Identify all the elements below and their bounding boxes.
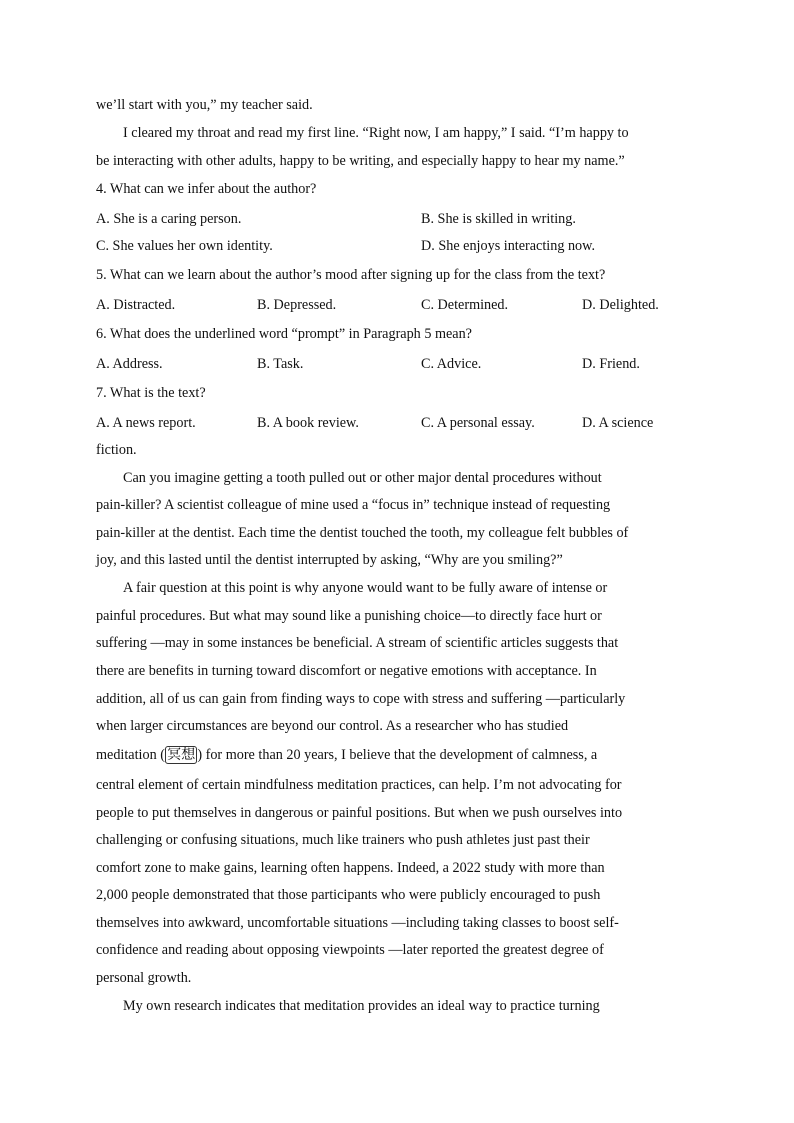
- passage-line: 2,000 people demonstrated that those participants who were publicly encouraged to push: [96, 887, 601, 903]
- passage-line: themselves into awkward, uncomfortable situations —including taking classes to boost self-: [96, 915, 619, 931]
- passage-line: there are benefits in turning toward discomfort or negative emotions with acceptance. In: [96, 663, 597, 679]
- meditation-before: meditation (: [96, 747, 165, 763]
- passage-line: addition, all of us can gain from finding ways to cope with stress and suffering —particularly: [96, 691, 626, 707]
- chinese-gloss: 冥想: [166, 747, 196, 763]
- question-7-option-d-wrap: fiction.: [96, 442, 137, 458]
- question-5-stem: 5. What can we learn about the author’s mood after signing up for the class from the text?: [96, 267, 606, 283]
- question-7-option-d: D. A science: [582, 415, 654, 431]
- question-4-option-c: C. She values her own identity.: [96, 238, 273, 254]
- passage-line: pain-killer? A scientist colleague of mine used a “focus in” technique instead of requesting: [96, 497, 611, 513]
- question-4-option-a: A. She is a caring person.: [96, 211, 242, 227]
- passage-line: people to put themselves in dangerous or painful positions. But when we push ourselves into: [96, 805, 623, 821]
- question-7-stem: 7. What is the text?: [96, 385, 206, 401]
- passage-line: challenging or confusing situations, much like trainers who push athletes just past their: [96, 832, 590, 848]
- passage-line: central element of certain mindfulness meditation practices, can help. I’m not advocating for: [96, 777, 622, 793]
- question-6-stem: 6. What does the underlined word “prompt” in Paragraph 5 mean?: [96, 326, 472, 342]
- question-7-option-b: B. A book review.: [257, 415, 359, 431]
- passage-line: be interacting with other adults, happy to be writing, and especially happy to hear my name.”: [96, 153, 625, 169]
- question-4-stem: 4. What can we infer about the author?: [96, 181, 317, 197]
- passage-line: pain-killer at the dentist. Each time the dentist touched the tooth, my colleague felt bubbles of: [96, 525, 629, 541]
- question-5-option-a: A. Distracted.: [96, 297, 176, 313]
- passage-line: when larger circumstances are beyond our control. As a researcher who has studied: [96, 718, 569, 734]
- passage-line: personal growth.: [96, 970, 192, 986]
- meditation-after: ) for more than 20 years, I believe that the development of calmness, a: [197, 747, 598, 763]
- question-6-option-c: C. Advice.: [421, 356, 482, 372]
- passage-line: confidence and reading about opposing viewpoints —later reported the greatest degree of: [96, 942, 604, 958]
- question-6-option-a: A. Address.: [96, 356, 163, 372]
- passage-line: painful procedures. But what may sound like a punishing choice—to directly face hurt or: [96, 608, 602, 624]
- question-6-option-b: B. Task.: [257, 356, 304, 372]
- question-6-option-d: D. Friend.: [582, 356, 640, 372]
- question-7-option-a: A. A news report.: [96, 415, 196, 431]
- passage-line: comfort zone to make gains, learning often happens. Indeed, a 2022 study with more than: [96, 860, 605, 876]
- question-4-option-b: B. She is skilled in writing.: [421, 211, 576, 227]
- passage-line: Can you imagine getting a tooth pulled out or other major dental procedures without: [123, 470, 602, 486]
- question-7-option-c: C. A personal essay.: [421, 415, 535, 431]
- passage-line-meditation: [96, 745, 597, 765]
- question-5-option-b: B. Depressed.: [257, 297, 337, 313]
- passage-line: we’ll start with you,” my teacher said.: [96, 97, 313, 113]
- question-5-option-c: C. Determined.: [421, 297, 509, 313]
- passage-line: joy, and this lasted until the dentist interrupted by asking, “Why are you smiling?”: [96, 552, 563, 568]
- passage-line: suffering —may in some instances be beneficial. A stream of scientific articles suggests that: [96, 635, 619, 651]
- passage-line: My own research indicates that meditation provides an ideal way to practice turning: [123, 998, 600, 1014]
- question-5-option-d: D. Delighted.: [582, 297, 659, 313]
- question-4-option-d: D. She enjoys interacting now.: [421, 238, 596, 254]
- passage-line: A fair question at this point is why anyone would want to be fully aware of intense or: [123, 580, 608, 596]
- passage-line: I cleared my throat and read my first line. “Right now, I am happy,” I said. “I’m happy to: [123, 125, 629, 141]
